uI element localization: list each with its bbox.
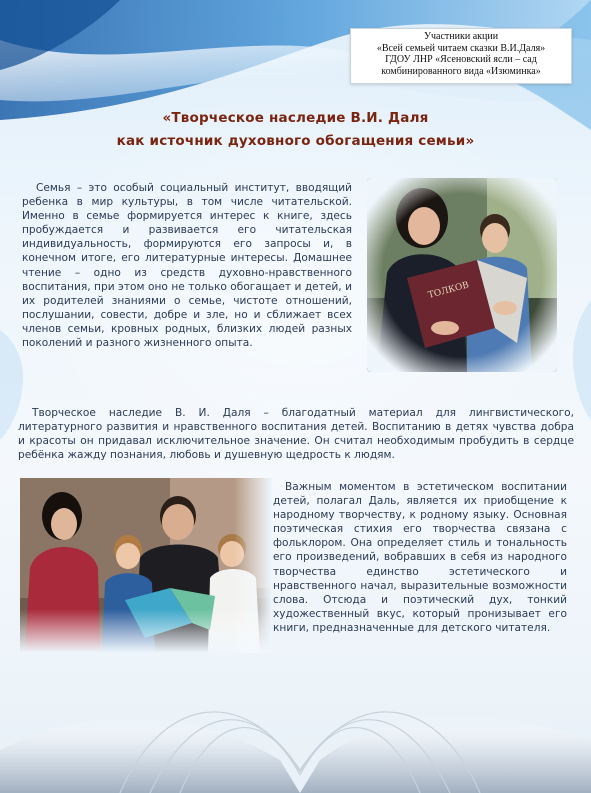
- open-book-decoration: [0, 640, 591, 793]
- header-line-3: ГДОУ ЛНР «Ясеновский ясли – сад: [385, 54, 537, 65]
- header-line-4: комбинированного вида «Изюминка»: [381, 65, 541, 77]
- page-title-line-2: как источник духовного обогащения семьи»: [116, 133, 475, 149]
- header-line-1: Участники акции: [423, 31, 499, 42]
- paragraph-dal-heritage: Творческое наследие В. И. Даля – благодатный материал для лингвистического, литературного развития и нравственного воспитания детей. Воспитанию в детях чувства добра и красоты он придавал исключительное значение. Он считал необходимым пробудить в сердце ребёнка жажду познания, любовь и душевную щедрость к людям.: [18, 407, 574, 462]
- page-title-line-1: «Творческое наследие В.И. Даля: [162, 110, 429, 126]
- event-participants-box: [350, 28, 572, 84]
- header-line-2: «Всей семьей читаем сказки В.И.Даля»: [376, 42, 546, 54]
- paragraph-folk-art: Важным моментом в эстетическом воспитании детей, полагал Даль, является их приобщение к народному творчеству, к родному языку. Основная поэтическая стихия его творчества связана с фольклором. Она определяет стиль и тональность его произведений, вобравших в себя из народного творчества единство эстетического и нравственного начал, выразительные возможности слова. Отсюда и поэтический дух, тонкий художественный вкус, который пронизывает его книги, предназначенные для детского читателя.: [273, 481, 567, 634]
- family-reading-together-photo: [20, 478, 272, 653]
- mother-and-son-reading-photo: [367, 178, 557, 372]
- paragraph-family-reading: Семья – это особый социальный институт, вводящий ребенка в мир культуры, в том числе читательской. Именно в семье формируется интерес к книге, здесь пробуждается и развивается его читательская индивидуальность, формируются его запросы и, в конечном итоге, его литературные интересы. Домашнее чтение – одно из средств духовно-нравственного воспитания, при этом оно не только обогащает и детей, и их родителей знаниями о семье, чистоте отношений, послушании, совести, добре и зле, но и сближает всех членов семьи, кровных родных, близких людей разных поколений и разного жизненного опыта.: [22, 182, 352, 350]
